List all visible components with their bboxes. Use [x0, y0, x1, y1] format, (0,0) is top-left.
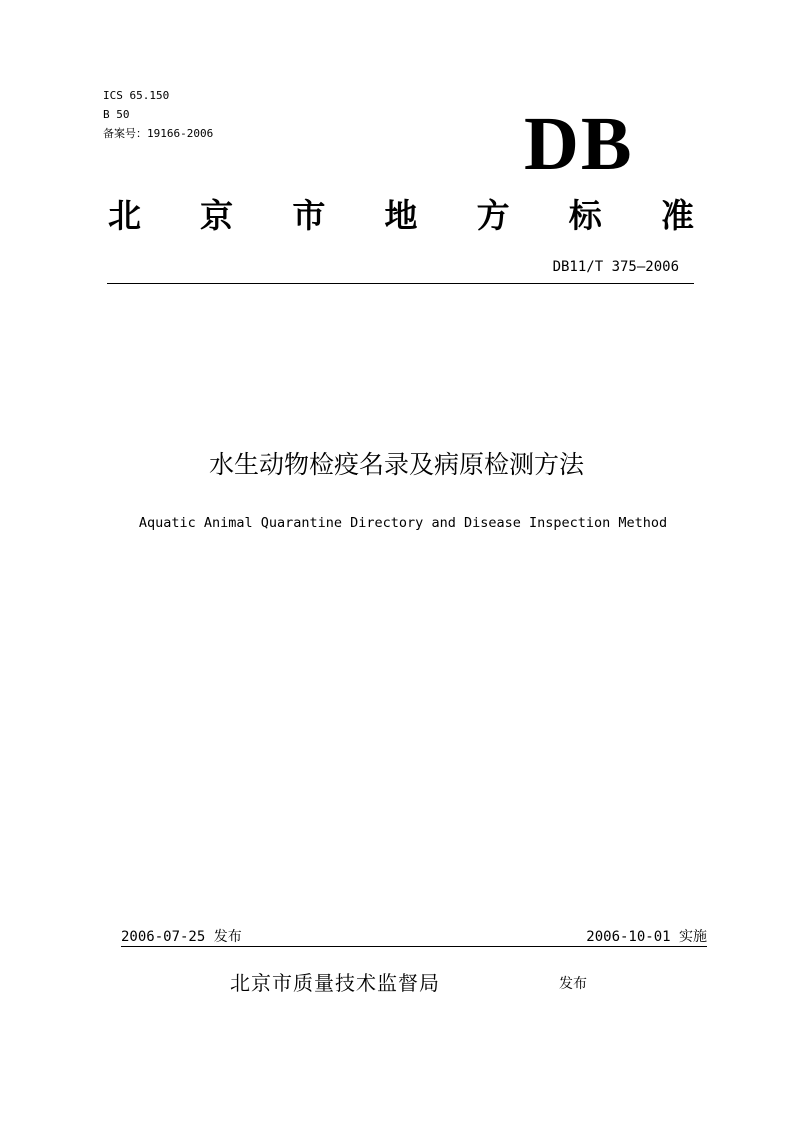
db-logo: DB: [524, 102, 634, 186]
standard-type-char: 北: [108, 195, 141, 235]
standard-type-char: 标: [568, 195, 602, 235]
title-chinese: 水生动物检疫名录及病原检测方法: [208, 450, 584, 479]
filing-number: 备案号：19166-2006: [103, 127, 214, 140]
standard-type-char: 京: [200, 195, 234, 235]
standard-type-char: 地: [384, 195, 418, 235]
implementation-date: 2006-10-01 实施: [586, 929, 707, 945]
footer-divider: [121, 946, 707, 947]
standard-number: DB11/T 375—2006: [552, 259, 679, 275]
standard-type-char: 准: [660, 195, 694, 235]
header-divider: [107, 283, 694, 284]
issuing-authority-suffix: 发布: [559, 976, 587, 992]
ccs-code: B 50: [103, 108, 130, 121]
title-english: Aquatic Animal Quarantine Directory and Disease Inspection Method: [138, 515, 668, 531]
standard-type-heading: [108, 191, 694, 235]
ics-code: ICS 65.150: [103, 89, 170, 102]
standard-type-char: 市: [292, 195, 326, 235]
issue-date: 2006-07-25 发布: [121, 929, 242, 945]
issuing-authority: 北京市质量技术监督局: [230, 971, 440, 995]
standard-type-char: 方: [476, 195, 510, 235]
